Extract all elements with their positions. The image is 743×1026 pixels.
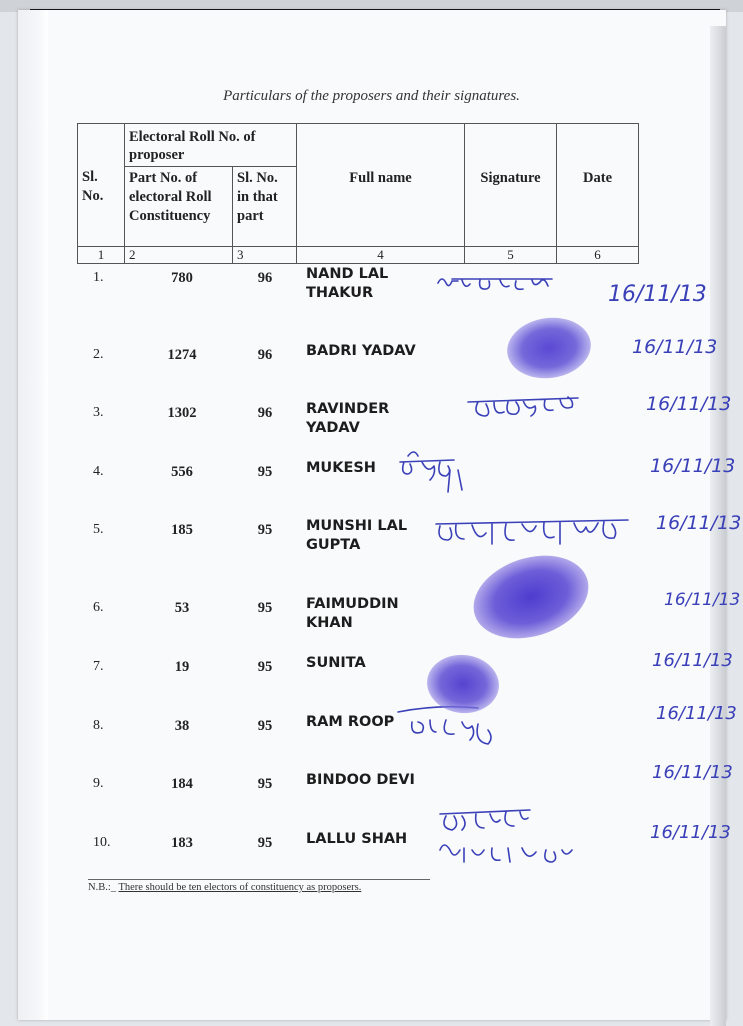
row-part-no: 53 (174, 600, 190, 616)
row-part-no: 184 (171, 776, 193, 792)
note-text: There should be ten electors of constituency as proposers. (118, 882, 362, 893)
row-sl-in-part: 95 (257, 835, 273, 851)
header-electoral-roll: Electoral Roll No. of proposer (125, 124, 297, 167)
row-full-name: SUNITA (306, 655, 366, 671)
row-sl-in-part: 96 (257, 347, 273, 363)
row-sl-in-part: 95 (257, 600, 273, 616)
row-date: 16/11/13 (632, 336, 718, 358)
row-date: 16/11/13 (656, 512, 742, 534)
footer-note (88, 882, 361, 893)
header-part-no: Part No. of electoral Roll Constituency (125, 167, 233, 247)
col-number: 4 (297, 247, 465, 264)
row-sl-in-part: 96 (257, 405, 273, 421)
row-sl-no: 3. (93, 405, 104, 420)
row-date: 16/11/13 (652, 650, 733, 671)
header-sl-in-part: Sl. No. in that part (233, 167, 297, 247)
footer-divider (88, 879, 430, 880)
col-number: 1 (78, 247, 125, 264)
row-full-name: MUNSHI LAL GUPTA (306, 518, 408, 553)
row-full-name: FAIMUDDIN KHAN (306, 596, 399, 631)
col-number: 5 (465, 247, 557, 264)
row-full-name: NAND LAL THAKUR (306, 266, 389, 301)
row-sl-no: 8. (93, 718, 104, 733)
row-full-name: RAM ROOP (306, 714, 395, 730)
row-part-no: 19 (174, 659, 190, 675)
row-sl-no: 2. (93, 347, 104, 362)
signature-munshi-lal-gupta (436, 520, 628, 544)
row-part-no: 185 (171, 522, 193, 538)
note-prefix: N.B.:_ (88, 882, 117, 893)
row-full-name: RAVINDER YADAV (306, 401, 390, 436)
row-sl-no: 7. (93, 659, 104, 674)
signature-bindoo-devi (440, 810, 530, 830)
col-number: 6 (557, 247, 639, 264)
row-part-no: 556 (171, 464, 193, 480)
row-sl-no: 9. (93, 776, 104, 791)
row-full-name: LALLU SHAH (306, 831, 408, 847)
header-signature: Signature (465, 167, 557, 247)
header-date: Date (557, 167, 639, 247)
row-date: 16/11/13 (650, 822, 731, 843)
row-part-no: 1302 (167, 405, 197, 421)
row-date: 16/11/13 (652, 762, 733, 783)
signature-ravinder-yadav (468, 397, 578, 416)
row-part-no: 183 (171, 835, 193, 851)
row-sl-in-part: 95 (257, 718, 273, 734)
row-full-name: BADRI YADAV (306, 343, 416, 359)
signature-mukesh (400, 452, 462, 492)
row-part-no: 38 (174, 718, 190, 734)
page-heading: Particulars of the proposers and their signatures. (223, 88, 520, 104)
signature-nand-lal-thakur (438, 279, 552, 289)
row-sl-no: 4. (93, 464, 104, 479)
row-part-no: 1274 (167, 347, 197, 363)
row-sl-in-part: 95 (257, 522, 273, 538)
col-number: 2 (125, 247, 233, 264)
col-number: 3 (233, 247, 297, 264)
row-date: 16/11/13 (656, 703, 737, 724)
row-date: 16/11/13 (646, 393, 732, 415)
header-full-name: Full name (297, 167, 465, 247)
row-sl-no: 10. (93, 835, 111, 850)
row-full-name: BINDOO DEVI (306, 772, 415, 788)
row-sl-in-part: 96 (257, 270, 273, 286)
row-part-no: 780 (171, 270, 193, 286)
row-sl-no: 5. (93, 522, 104, 537)
header-sl-no: Sl. No. (82, 169, 104, 204)
row-sl-no: 6. (93, 600, 104, 615)
row-sl-no: 1. (93, 270, 104, 285)
signature-ram-roop (398, 707, 491, 744)
row-sl-in-part: 95 (257, 776, 273, 792)
row-date: 16/11/13 (664, 590, 741, 610)
row-sl-in-part: 95 (257, 659, 273, 675)
row-date: 16/11/13 (650, 455, 736, 477)
row-date: 16/11/13 (608, 282, 707, 307)
row-full-name: MUKESH (306, 460, 376, 476)
signature-lallu-shah (440, 845, 572, 862)
row-sl-in-part: 95 (257, 464, 273, 480)
